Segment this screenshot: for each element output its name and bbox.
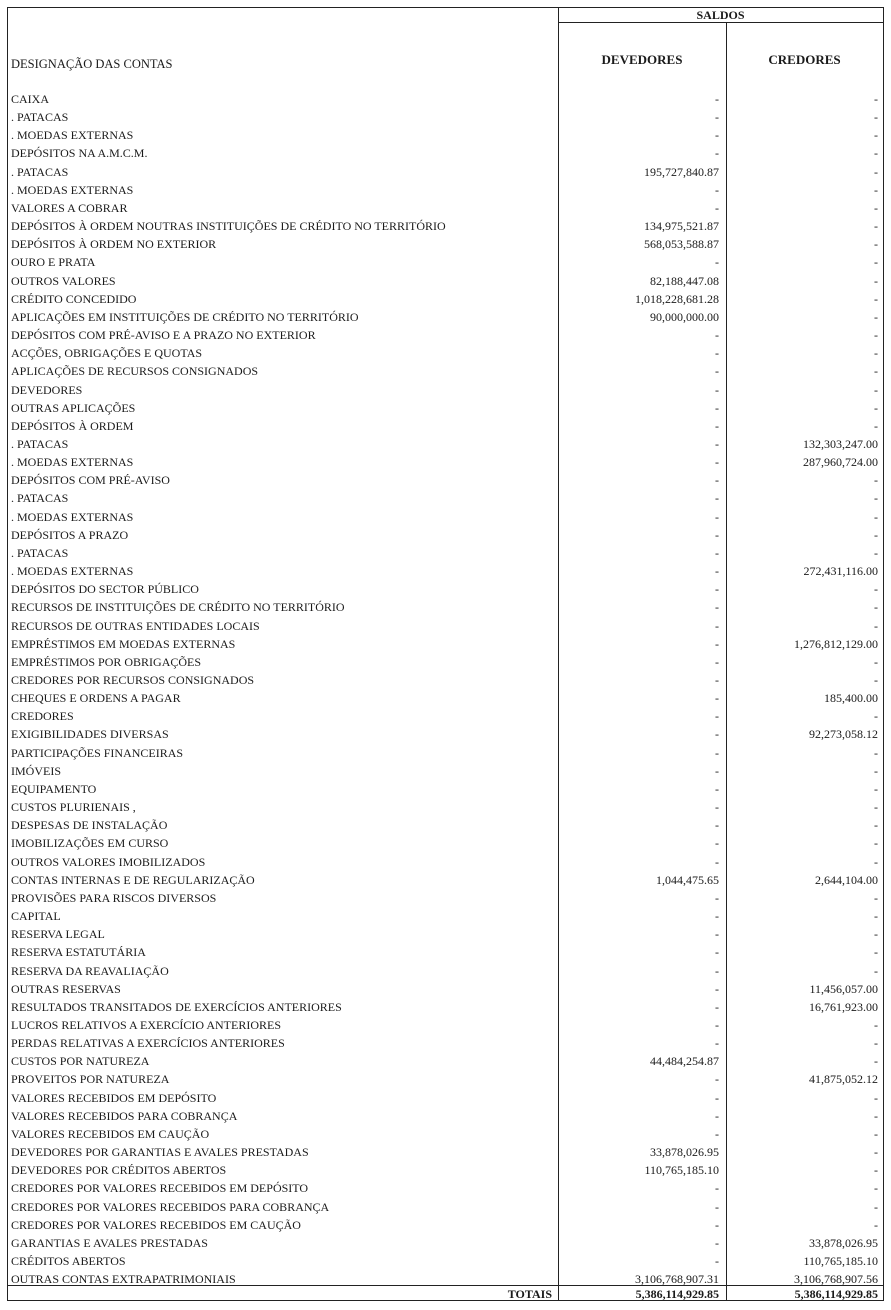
table-row bbox=[8, 399, 883, 417]
account-rows bbox=[8, 90, 883, 1288]
credores-value: - bbox=[874, 527, 878, 542]
table-row bbox=[8, 453, 883, 471]
table-row bbox=[8, 962, 883, 980]
credores-value: - bbox=[874, 909, 878, 924]
account-name: DEPÓSITOS À ORDEM NO EXTERIOR bbox=[11, 237, 217, 252]
table-row bbox=[8, 235, 883, 253]
credores-value: - bbox=[874, 781, 878, 796]
table-row bbox=[8, 1161, 883, 1179]
table-row bbox=[8, 598, 883, 616]
credores-value: - bbox=[874, 328, 878, 343]
account-name: . MOEDAS EXTERNAS bbox=[11, 509, 134, 524]
table-row bbox=[8, 108, 883, 126]
account-name: DEVEDORES POR CRÉDITOS ABERTOS bbox=[11, 1163, 227, 1178]
account-name: VALORES RECEBIDOS EM DEPÓSITO bbox=[11, 1090, 217, 1105]
credores-value: 16,761,923.00 bbox=[809, 999, 878, 1014]
devedores-value: - bbox=[715, 945, 719, 960]
credores-value: - bbox=[874, 491, 878, 506]
credores-value: - bbox=[874, 745, 878, 760]
account-name: RESERVA LEGAL bbox=[11, 927, 105, 942]
account-name: EMPRÉSTIMOS POR OBRIGAÇÕES bbox=[11, 654, 202, 669]
devedores-value: - bbox=[715, 927, 719, 942]
devedores-value: - bbox=[715, 1235, 719, 1250]
table-row bbox=[8, 871, 883, 889]
table-row bbox=[8, 689, 883, 707]
account-name: RECURSOS DE OUTRAS ENTIDADES LOCAIS bbox=[11, 618, 260, 633]
devedores-value: - bbox=[715, 545, 719, 560]
devedores-value: - bbox=[715, 654, 719, 669]
table-row bbox=[8, 326, 883, 344]
account-name: DEPÓSITOS À ORDEM bbox=[11, 418, 134, 433]
table-row bbox=[8, 1089, 883, 1107]
account-name: CRÉDITOS ABERTOS bbox=[11, 1254, 126, 1268]
credores-value: - bbox=[874, 600, 878, 615]
devedores-value: 44,484,254.87 bbox=[650, 1054, 719, 1069]
devedores-value: - bbox=[715, 418, 719, 433]
account-name: VALORES RECEBIDOS EM CAUÇÃO bbox=[11, 1126, 210, 1141]
devedores-value: 33,878,026.95 bbox=[650, 1145, 719, 1160]
devedores-value: 568,053,588.87 bbox=[644, 237, 719, 252]
account-name: OUTRAS APLICAÇÕES bbox=[11, 400, 136, 415]
table-row bbox=[8, 580, 883, 598]
devedores-value: - bbox=[715, 436, 719, 451]
account-name: . MOEDAS EXTERNAS bbox=[11, 564, 134, 579]
account-name: CREDORES POR RECURSOS CONSIGNADOS bbox=[11, 673, 255, 687]
totals-label: TOTAIS bbox=[507, 1287, 552, 1301]
devedores-value: 110,765,185.10 bbox=[644, 1163, 719, 1178]
table-row bbox=[8, 181, 883, 199]
account-name: CONTAS INTERNAS E DE REGULARIZAÇÃO bbox=[11, 872, 255, 887]
account-name: DEPÓSITOS COM PRÉ-AVISO E A PRAZO NO EXTERIOR bbox=[11, 328, 316, 343]
account-name: CREDORES POR VALORES RECEBIDOS PARA COBRANÇA bbox=[11, 1199, 330, 1214]
credores-value: - bbox=[874, 219, 878, 234]
table-row bbox=[8, 671, 883, 689]
devedores-value: 134,975,521.87 bbox=[644, 219, 719, 234]
credores-value: - bbox=[874, 509, 878, 524]
credores-value: - bbox=[874, 255, 878, 270]
devedores-header: DEVEDORES bbox=[601, 52, 683, 67]
credores-value: - bbox=[874, 1145, 878, 1160]
credores-value: - bbox=[874, 818, 878, 833]
credores-value: 132,303,247.00 bbox=[803, 436, 878, 451]
credores-value: - bbox=[874, 854, 878, 869]
account-name: CRÉDITO CONCEDIDO bbox=[11, 291, 137, 306]
credores-value: - bbox=[874, 1126, 878, 1141]
table-row bbox=[8, 508, 883, 526]
devedores-value: - bbox=[715, 1254, 719, 1268]
credores-value: 41,875,052.12 bbox=[809, 1072, 878, 1087]
account-name: CAIXA bbox=[11, 92, 49, 106]
credores-value: - bbox=[874, 654, 878, 669]
account-name: OUTROS VALORES IMOBILIZADOS bbox=[11, 854, 206, 869]
table-row bbox=[8, 1034, 883, 1052]
devedores-value: - bbox=[715, 963, 719, 978]
table-row bbox=[8, 217, 883, 235]
account-name: CREDORES POR VALORES RECEBIDOS EM CAUÇÃO bbox=[11, 1217, 301, 1232]
account-name: ACÇÕES, OBRIGAÇÕES E QUOTAS bbox=[11, 346, 203, 361]
account-name: EQUIPAMENTO bbox=[11, 781, 97, 796]
devedores-value: - bbox=[715, 455, 719, 470]
table-row bbox=[8, 1198, 883, 1216]
account-name: RESULTADOS TRANSITADOS DE EXERCÍCIOS ANTERIORES bbox=[11, 999, 342, 1014]
designation-header: DESIGNAÇÃO DAS CONTAS bbox=[11, 57, 173, 71]
devedores-value: - bbox=[715, 255, 719, 270]
credores-value: - bbox=[874, 146, 878, 161]
devedores-value: - bbox=[715, 691, 719, 706]
devedores-value: - bbox=[715, 1126, 719, 1141]
account-name: LUCROS RELATIVOS A EXERCÍCIO ANTERIORES bbox=[11, 1017, 282, 1032]
account-name: DEPÓSITOS A PRAZO bbox=[11, 527, 129, 542]
devedores-value: - bbox=[715, 527, 719, 542]
account-name: DESPESAS DE INSTALAÇÃO bbox=[11, 818, 168, 833]
account-name: . PATACAS bbox=[11, 164, 69, 179]
account-name: DEPÓSITOS NA A.M.C.M. bbox=[11, 146, 148, 161]
devedores-value: - bbox=[715, 346, 719, 361]
devedores-value: 3,106,768,907.31 bbox=[635, 1272, 719, 1287]
table-row bbox=[8, 253, 883, 271]
credores-value: - bbox=[874, 92, 878, 106]
devedores-value: - bbox=[715, 1017, 719, 1032]
credores-value: - bbox=[874, 763, 878, 778]
credores-value: - bbox=[874, 473, 878, 488]
credores-value: - bbox=[874, 545, 878, 560]
devedores-value: - bbox=[715, 854, 719, 869]
credores-value: 185,400.00 bbox=[824, 691, 878, 706]
credores-value: - bbox=[874, 673, 878, 687]
table-row bbox=[8, 1252, 883, 1270]
credores-value: - bbox=[874, 110, 878, 125]
credores-value: - bbox=[874, 382, 878, 397]
credores-value: - bbox=[874, 1017, 878, 1032]
devedores-value: - bbox=[715, 1108, 719, 1123]
account-name: IMOBILIZAÇÕES EM CURSO bbox=[11, 836, 169, 851]
devedores-value: - bbox=[715, 364, 719, 379]
table-row bbox=[8, 199, 883, 217]
account-name: APLICAÇÕES DE RECURSOS CONSIGNADOS bbox=[11, 364, 259, 379]
account-name: CAPITAL bbox=[11, 909, 61, 924]
table-row bbox=[8, 1052, 883, 1070]
table-row bbox=[8, 272, 883, 290]
devedores-value: - bbox=[715, 182, 719, 197]
account-name: APLICAÇÕES EM INSTITUIÇÕES DE CRÉDITO NO TERRITÓRIO bbox=[11, 309, 359, 324]
account-name: . MOEDAS EXTERNAS bbox=[11, 128, 134, 143]
devedores-value: - bbox=[715, 491, 719, 506]
credores-value: - bbox=[874, 1217, 878, 1232]
table-row bbox=[8, 90, 883, 108]
credores-value: - bbox=[874, 1181, 878, 1196]
credores-value: - bbox=[874, 963, 878, 978]
account-name: CHEQUES E ORDENS A PAGAR bbox=[11, 691, 181, 706]
credores-value: - bbox=[874, 418, 878, 433]
devedores-value: 82,188,447.08 bbox=[650, 273, 719, 288]
credores-value: - bbox=[874, 309, 878, 324]
table-row bbox=[8, 544, 883, 562]
table-row bbox=[8, 816, 883, 834]
credores-value: - bbox=[874, 1163, 878, 1178]
table-row bbox=[8, 1016, 883, 1034]
table-row bbox=[8, 925, 883, 943]
devedores-value: - bbox=[715, 800, 719, 815]
devedores-value: 90,000,000.00 bbox=[650, 309, 719, 324]
credores-value: - bbox=[874, 400, 878, 415]
credores-value: - bbox=[874, 237, 878, 252]
account-name: PERDAS RELATIVAS A EXERCÍCIOS ANTERIORES bbox=[11, 1036, 285, 1051]
credores-value: 11,456,057.00 bbox=[809, 981, 878, 996]
account-name: PARTICIPAÇÕES FINANCEIRAS bbox=[11, 745, 184, 760]
saldos-header: SALDOS bbox=[696, 8, 745, 22]
table-row bbox=[8, 1234, 883, 1252]
table-row bbox=[8, 707, 883, 725]
account-name: PROVEITOS POR NATUREZA bbox=[11, 1072, 170, 1087]
account-name: OURO E PRATA bbox=[11, 255, 96, 270]
credores-value: - bbox=[874, 1090, 878, 1105]
table-row bbox=[8, 725, 883, 743]
table-row bbox=[8, 471, 883, 489]
account-name: . PATACAS bbox=[11, 436, 69, 451]
devedores-value: - bbox=[715, 382, 719, 397]
devedores-value: - bbox=[715, 146, 719, 161]
credores-value: - bbox=[874, 291, 878, 306]
table-row bbox=[8, 344, 883, 362]
account-name: DEPÓSITOS DO SECTOR PÚBLICO bbox=[11, 582, 199, 597]
devedores-value: - bbox=[715, 473, 719, 488]
credores-value: - bbox=[874, 1036, 878, 1051]
devedores-value: - bbox=[715, 110, 719, 125]
table-row bbox=[8, 1070, 883, 1088]
devedores-value: - bbox=[715, 509, 719, 524]
devedores-value: - bbox=[715, 709, 719, 724]
table-row bbox=[8, 126, 883, 144]
credores-value: - bbox=[874, 890, 878, 905]
saldos-header-divider bbox=[558, 22, 883, 23]
table-row bbox=[8, 562, 883, 580]
devedores-value: - bbox=[715, 981, 719, 996]
account-name: CUSTOS PLURIENAIS , bbox=[11, 800, 136, 815]
devedores-value: - bbox=[715, 564, 719, 579]
account-name: . PATACAS bbox=[11, 545, 69, 560]
totals-devedores: 5,386,114,929.85 bbox=[635, 1287, 719, 1301]
devedores-value: - bbox=[715, 673, 719, 687]
devedores-value: - bbox=[715, 600, 719, 615]
account-name: . PATACAS bbox=[11, 110, 69, 125]
account-name: OUTROS VALORES bbox=[11, 273, 116, 288]
devedores-value: - bbox=[715, 1090, 719, 1105]
devedores-value: - bbox=[715, 836, 719, 851]
account-name: OUTRAS CONTAS EXTRAPATRIMONIAIS bbox=[11, 1272, 236, 1287]
account-name: . MOEDAS EXTERNAS bbox=[11, 182, 134, 197]
table-row bbox=[8, 1179, 883, 1197]
credores-value: - bbox=[874, 945, 878, 960]
account-name: CUSTOS POR NATUREZA bbox=[11, 1054, 150, 1069]
table-row bbox=[8, 290, 883, 308]
table-row bbox=[8, 1143, 883, 1161]
devedores-value: - bbox=[715, 1217, 719, 1232]
credores-value: - bbox=[874, 164, 878, 179]
totals-credores: 5,386,114,929.85 bbox=[794, 1287, 878, 1301]
account-name: VALORES RECEBIDOS PARA COBRANÇA bbox=[11, 1108, 238, 1123]
table-row bbox=[8, 489, 883, 507]
credores-value: - bbox=[874, 1199, 878, 1214]
table-row bbox=[8, 1216, 883, 1234]
table-row bbox=[8, 526, 883, 544]
credores-value: - bbox=[874, 182, 878, 197]
table-row bbox=[8, 907, 883, 925]
account-name: DEPÓSITOS COM PRÉ-AVISO bbox=[11, 473, 170, 488]
credores-value: 92,273,058.12 bbox=[809, 727, 878, 742]
account-name: . PATACAS bbox=[11, 491, 69, 506]
devedores-value: - bbox=[715, 763, 719, 778]
account-name: OUTRAS RESERVAS bbox=[11, 981, 121, 996]
table-row bbox=[8, 780, 883, 798]
account-name: RECURSOS DE INSTITUIÇÕES DE CRÉDITO NO TERRITÓRIO bbox=[11, 600, 345, 615]
credores-value: - bbox=[874, 364, 878, 379]
account-name: CREDORES POR VALORES RECEBIDOS EM DEPÓSITO bbox=[11, 1181, 309, 1196]
table-row bbox=[8, 834, 883, 852]
account-name: . MOEDAS EXTERNAS bbox=[11, 455, 134, 470]
credores-value: 272,431,116.00 bbox=[803, 564, 878, 579]
credores-value: - bbox=[874, 1054, 878, 1069]
account-name: VALORES A COBRAR bbox=[11, 200, 128, 215]
credores-value: - bbox=[874, 200, 878, 215]
devedores-value: 1,018,228,681.28 bbox=[635, 291, 719, 306]
table-row bbox=[8, 635, 883, 653]
credores-value: - bbox=[874, 128, 878, 143]
credores-value: - bbox=[874, 836, 878, 851]
credores-value: - bbox=[874, 346, 878, 361]
devedores-value: - bbox=[715, 818, 719, 833]
account-name: IMÓVEIS bbox=[11, 763, 61, 778]
credores-value: - bbox=[874, 618, 878, 633]
table-row bbox=[8, 362, 883, 380]
devedores-value: - bbox=[715, 781, 719, 796]
table-row bbox=[8, 853, 883, 871]
account-name: PROVISÕES PARA RISCOS DIVERSOS bbox=[11, 890, 217, 905]
devedores-value: - bbox=[715, 200, 719, 215]
devedores-value: - bbox=[715, 745, 719, 760]
devedores-value: - bbox=[715, 727, 719, 742]
devedores-value: - bbox=[715, 1199, 719, 1214]
devedores-value: - bbox=[715, 999, 719, 1014]
table-row bbox=[8, 381, 883, 399]
devedores-value: 195,727,840.87 bbox=[644, 164, 719, 179]
account-name: GARANTIAS E AVALES PRESTADAS bbox=[11, 1235, 208, 1250]
table-row bbox=[8, 144, 883, 162]
credores-value: - bbox=[874, 927, 878, 942]
devedores-value: - bbox=[715, 92, 719, 106]
account-name: EMPRÉSTIMOS EM MOEDAS EXTERNAS bbox=[11, 636, 236, 651]
table-row bbox=[8, 435, 883, 453]
credores-value: - bbox=[874, 800, 878, 815]
devedores-value: - bbox=[715, 328, 719, 343]
table-row bbox=[8, 1270, 883, 1288]
account-name: DEVEDORES POR GARANTIAS E AVALES PRESTADAS bbox=[11, 1145, 309, 1160]
table-row bbox=[8, 1107, 883, 1125]
table-row bbox=[8, 943, 883, 961]
table-row bbox=[8, 998, 883, 1016]
credores-header: CREDORES bbox=[768, 52, 841, 67]
table-row bbox=[8, 163, 883, 181]
devedores-value: - bbox=[715, 1181, 719, 1196]
credores-value: - bbox=[874, 1108, 878, 1123]
table-row bbox=[8, 798, 883, 816]
devedores-value: - bbox=[715, 618, 719, 633]
table-row bbox=[8, 980, 883, 998]
credores-value: 110,765,185.10 bbox=[803, 1254, 878, 1268]
account-name: CREDORES bbox=[11, 709, 74, 724]
account-name: RESERVA DA REAVALIAÇÃO bbox=[11, 963, 169, 978]
credores-value: 3,106,768,907.56 bbox=[794, 1272, 878, 1287]
credores-value: - bbox=[874, 273, 878, 288]
credores-value: 287,960,724.00 bbox=[803, 455, 878, 470]
credores-value: 33,878,026.95 bbox=[809, 1235, 878, 1250]
devedores-value: - bbox=[715, 1036, 719, 1051]
table-row bbox=[8, 308, 883, 326]
devedores-value: - bbox=[715, 636, 719, 651]
devedores-value: - bbox=[715, 890, 719, 905]
credores-value: 2,644,104.00 bbox=[815, 872, 878, 887]
devedores-value: - bbox=[715, 582, 719, 597]
credores-value: - bbox=[874, 709, 878, 724]
table-row bbox=[8, 653, 883, 671]
account-name: RESERVA ESTATUTÁRIA bbox=[11, 945, 146, 960]
credores-value: - bbox=[874, 582, 878, 597]
table-row bbox=[8, 417, 883, 435]
devedores-value: - bbox=[715, 400, 719, 415]
table-row bbox=[8, 762, 883, 780]
totals-row bbox=[8, 1287, 883, 1301]
account-name: DEVEDORES bbox=[11, 382, 83, 397]
table-row bbox=[8, 617, 883, 635]
table-row bbox=[8, 889, 883, 907]
table-row bbox=[8, 1125, 883, 1143]
devedores-value: - bbox=[715, 1072, 719, 1087]
account-name: DEPÓSITOS À ORDEM NOUTRAS INSTITUIÇÕES DE CRÉDITO NO TERRITÓRIO bbox=[11, 219, 446, 234]
credores-value: 1,276,812,129.00 bbox=[794, 636, 878, 651]
account-name: EXIGIBILIDADES DIVERSAS bbox=[11, 727, 169, 742]
devedores-value: - bbox=[715, 909, 719, 924]
devedores-value: 1,044,475.65 bbox=[656, 872, 719, 887]
devedores-value: - bbox=[715, 128, 719, 143]
table-row bbox=[8, 744, 883, 762]
balance-sheet-table bbox=[7, 7, 884, 1301]
